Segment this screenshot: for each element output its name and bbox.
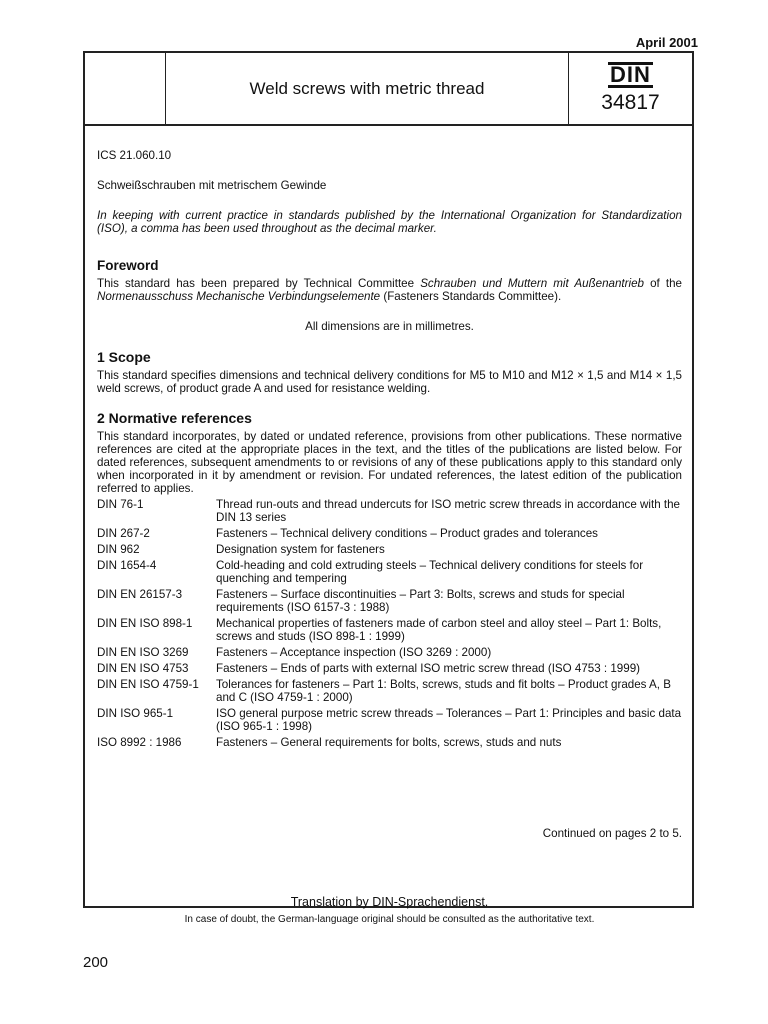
standard-number: 34817 (601, 91, 660, 114)
german-title: Schweißschrauben mit metrischem Gewinde (97, 179, 327, 192)
reference-code: DIN EN ISO 3269 (97, 646, 189, 659)
reference-item (97, 678, 682, 704)
reference-item (97, 559, 682, 585)
reference-code: DIN 1654-4 (97, 559, 157, 572)
scope-heading: 1 Scope (97, 349, 151, 365)
translation-note: Translation by DIN-Sprachendienst. (290, 895, 489, 909)
document-title: Weld screws with metric thread (166, 53, 569, 124)
reference-title: Fasteners – Acceptance inspection (ISO 3269 : 2000) (216, 646, 492, 659)
reference-code: DIN EN ISO 4753 (97, 662, 189, 675)
reference-item (97, 543, 682, 556)
reference-title: Cold-heading and cold extruding steels – Technical delivery conditions for steels for quenching and tempering (216, 559, 644, 585)
reference-item (97, 498, 682, 524)
authoritative-text-note: In case of doubt, the German-language original should be consulted as the authoritative text. (184, 914, 595, 925)
reference-item (97, 588, 682, 614)
foreword-text-part: This standard has been prepared by Technical Committee (97, 277, 421, 290)
reference-item (97, 527, 682, 540)
document-body (97, 133, 683, 925)
reference-item (97, 736, 682, 749)
reference-title: Thread run-outs and thread undercuts for ISO metric screw threads in accordance with the DIN 13 series (216, 498, 680, 524)
document-frame (83, 51, 694, 925)
reference-title: Designation system for fasteners (216, 543, 385, 556)
normative-references-text: This standard incorporates, by dated or undated reference, provisions from other publications. These normative references are cited at the appropriate places in the text, and the titles of the publications are listed below. For dated references, subsequent amendments to or revisions of any of these publications apply to this standard only when incorporated in it by amendment or revision. For undated references, the latest edition of the publication referred to applies. (97, 430, 682, 495)
normative-references-heading: 2 Normative references (97, 410, 252, 426)
reference-code: DIN EN ISO 4759-1 (97, 678, 199, 691)
reference-code: DIN ISO 965-1 (97, 707, 174, 720)
ics-code: ICS 21.060.10 (97, 149, 172, 162)
reference-code: ISO 8992 : 1986 (97, 736, 182, 749)
reference-title: Fasteners – General requirements for bolts, screws, studs and nuts (216, 736, 562, 749)
din-logo: DIN (610, 62, 651, 87)
reference-title: Fasteners – Ends of parts with external ISO metric screw thread (ISO 4753 : 1999) (216, 662, 641, 675)
title-block-blank-cell (85, 53, 166, 124)
committee-name: Schrauben und Muttern mit Außenantrieb (420, 277, 644, 290)
reference-title: Fasteners – Surface discontinuities – Part 3: Bolts, screws and studs for special requirements (ISO 6157-3 : 1988) (216, 588, 625, 614)
reference-item (97, 707, 682, 733)
reference-item (97, 617, 682, 643)
reference-item (97, 646, 682, 659)
foreword-text-part: (Fasteners Standards Committee). (380, 290, 562, 303)
reference-item (97, 662, 682, 675)
standards-body-name: Normenausschuss Mechanische Verbindungselemente (97, 290, 381, 303)
scope-text: This standard specifies dimensions and technical delivery conditions for M5 to M10 and M12 × 1,5 and M14 × 1,5 weld screws, of product grade A and used for resistance welding. (97, 369, 682, 395)
reference-code: DIN 962 (97, 543, 140, 556)
reference-code: DIN EN ISO 898-1 (97, 617, 193, 630)
title-block (85, 53, 692, 126)
reference-code: DIN 267-2 (97, 527, 150, 540)
reference-title: Tolerances for fasteners – Part 1: Bolts, screws, studs and fit bolts – Product grades A, B and C (ISO 4759-1 : 2000) (216, 678, 671, 704)
publication-date: April 2001 (635, 35, 698, 50)
page-number: 200 (83, 954, 109, 971)
references-list (97, 498, 682, 752)
reference-title: Fasteners – Technical delivery conditions – Product grades and tolerances (216, 527, 598, 540)
foreword-text-part: of the (644, 277, 683, 290)
din-logo-cell (569, 53, 692, 124)
continued-note: Continued on pages 2 to 5. (542, 827, 682, 840)
reference-code: DIN EN 26157-3 (97, 588, 183, 601)
reference-title: Mechanical properties of fasteners made of carbon steel and alloy steel – Part 1: Bolts, screws and studs (ISO 898-1 : 1999) (216, 617, 662, 643)
decimal-marker-note: In keeping with current practice in standards published by the International Organization for Standardization (ISO), a comma has been used throughout as the decimal marker. (97, 209, 682, 235)
reference-code: DIN 76-1 (97, 498, 144, 511)
foreword-text (97, 277, 682, 303)
foreword-heading: Foreword (97, 258, 159, 273)
reference-title: ISO general purpose metric screw threads – Tolerances – Part 1: Principles and basic data (ISO 965-1 : 1998) (216, 707, 682, 733)
dimensions-note: All dimensions are in millimetres. (305, 320, 474, 333)
